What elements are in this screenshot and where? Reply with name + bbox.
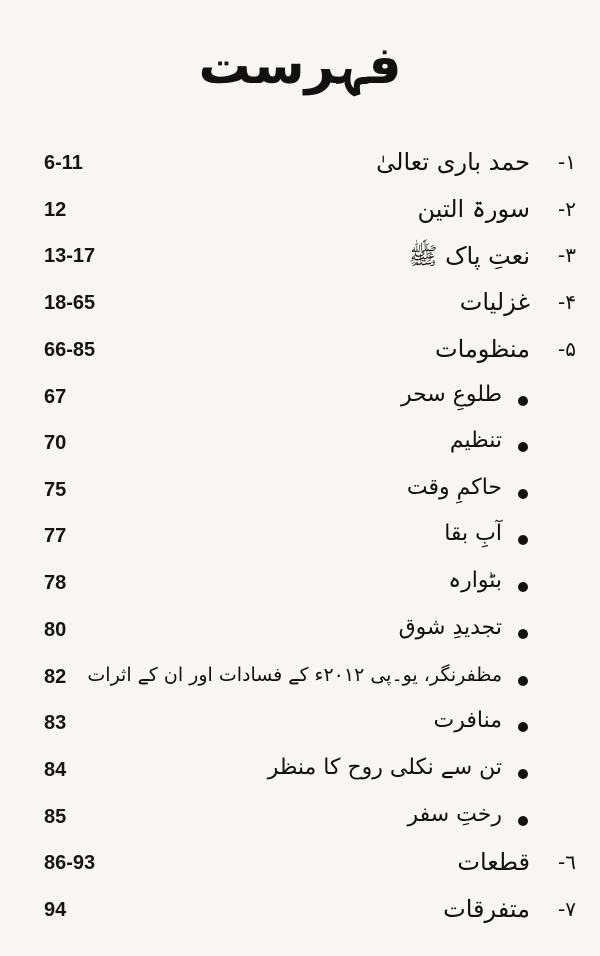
toc-entry-qitaat [0, 848, 600, 888]
toc-subentry [0, 802, 600, 842]
page-number: 70 [44, 432, 67, 454]
entry-number: ۷- [558, 897, 576, 921]
page-number: 83 [44, 712, 67, 734]
entry-title: نعتِ پاک ﷺ [408, 242, 530, 270]
page-number: 75 [44, 479, 67, 501]
bullet-icon [518, 722, 528, 732]
subentry-title: بٹوارہ [448, 568, 502, 593]
page-number: 18-65 [44, 292, 96, 314]
entry-title: غزلیات [459, 288, 530, 316]
entry-title: قطعات [457, 848, 530, 876]
bullet-icon [518, 582, 528, 592]
toc-entry-mutafarriqat [0, 895, 600, 935]
bullet-icon [518, 816, 528, 826]
entry-number: ٦- [558, 850, 576, 874]
bullet-icon [518, 676, 528, 686]
bullet-icon [518, 769, 528, 779]
toc-subentry [0, 428, 600, 468]
page-number: 80 [44, 619, 67, 641]
page-number: 77 [44, 525, 67, 547]
page-number: 94 [44, 899, 67, 921]
subentry-title: منافرت [433, 708, 502, 733]
page-number: 78 [44, 572, 67, 594]
entry-number: ۵- [558, 337, 576, 361]
entry-number: ١- [558, 150, 576, 174]
subentry-title: آبِ بقا [444, 521, 502, 546]
entry-number: ٢- [558, 197, 576, 221]
subentry-title: طلوعِ سحر [400, 382, 502, 407]
toc-entry-ghazliyat [0, 288, 600, 328]
page-number: 86-93 [44, 852, 96, 874]
bullet-icon [518, 489, 528, 499]
toc-subentry [0, 475, 600, 515]
entry-title: سورۃ التین [417, 195, 530, 223]
toc-subentry [0, 615, 600, 655]
toc-subentry [0, 662, 600, 702]
page-number: 66-85 [44, 339, 96, 361]
entry-title: متفرقات [443, 895, 530, 923]
toc-subentry [0, 521, 600, 561]
entry-title: منظومات [435, 335, 530, 363]
page-number: 13-17 [44, 245, 96, 267]
page-number: 67 [44, 386, 67, 408]
toc-entry-surah [0, 195, 600, 235]
bullet-icon [518, 535, 528, 545]
toc-subentry [0, 568, 600, 608]
bullet-icon [518, 629, 528, 639]
toc-subentry [0, 755, 600, 795]
toc-entry-hamd [0, 148, 600, 188]
page-number: 85 [44, 806, 67, 828]
toc-entry-naat [0, 241, 600, 281]
entry-title: حمد باری تعالیٰ [376, 148, 530, 176]
subentry-title: تنظیم [449, 428, 502, 453]
subentry-title: رختِ سفر [407, 802, 502, 827]
toc-subentry [0, 382, 600, 422]
entry-number: ٣- [558, 243, 576, 267]
bullet-icon [518, 442, 528, 452]
subentry-title: مظفرنگر، یو۔پی ۲۰۱۲ء کے فسادات اور ان کے اثرات [87, 664, 502, 686]
page-number: 12 [44, 199, 67, 221]
toc-entry-manzoomat [0, 335, 600, 375]
page-number: 84 [44, 759, 67, 781]
page-number: 82 [44, 666, 67, 688]
toc-subentry [0, 708, 600, 748]
subentry-title: تن سے نکلی روح کا منظر [267, 755, 502, 780]
bullet-icon [518, 396, 528, 406]
subentry-title: حاکمِ وقت [406, 475, 502, 500]
entry-number: ۴- [558, 290, 576, 314]
page-number: 6-11 [44, 152, 83, 174]
page-title: فہرست [198, 36, 402, 96]
subentry-title: تجدیدِ شوق [398, 615, 502, 640]
